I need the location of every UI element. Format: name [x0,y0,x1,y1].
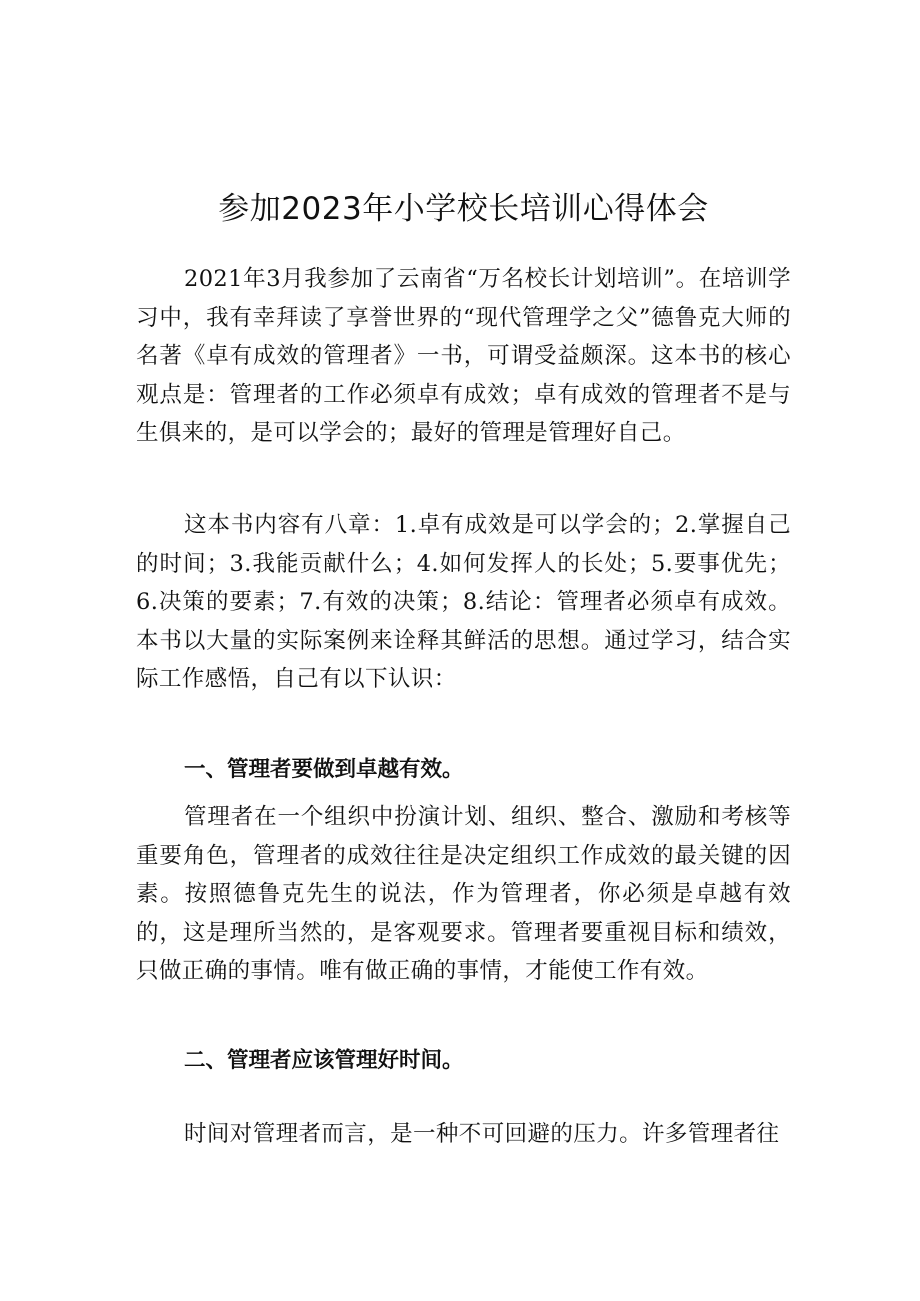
document-title: 参加2023年小学校长培训心得体会 [218,190,709,227]
paragraph-chapters: 这本书内容有八章：1.卓有成效是可以学会的；2.掌握自己的时间；3.我能贡献什么；4.如何发挥人的长处；5.要事优先；6.决策的要素；7.有效的决策；8.结论：管理者必须卓有成效。本书以大量的实际案例来诠释其鲜活的思想。通过学习，结合实际工作感悟，自己有以下认识： [136,512,791,693]
section-heading-1: 一、管理者要做到卓越有效。 [184,757,464,782]
paragraph-intro: 2021年3月我参加了云南省“万名校长计划培训”。在培训学习中，我有幸拜读了享誉世界的“现代管理学之父”德鲁克大师的名著《卓有成效的管理者》一书，可谓受益颇深。这本书的核心观点是：管理者的工作必须卓有成效；卓有成效的管理者不是与生俱来的，是可以学会的；最好的管理是管理好自己。 [136,266,791,447]
paragraph-section-1: 管理者在一个组织中扮演计划、组织、整合、激励和考核等重要角色，管理者的成效往往是决定组织工作成效的最关键的因素。按照德鲁克先生的说法，作为管理者，你必须是卓越有效的，这是理所当然的，是客观要求。管理者要重视目标和绩效，只做正确的事情。唯有做正确的事情，才能使工作有效。 [136,804,791,985]
paragraph-section-2: 时间对管理者而言，是一种不可回避的压力。许多管理者往 [184,1121,780,1147]
section-heading-2: 二、管理者应该管理好时间。 [184,1048,464,1073]
